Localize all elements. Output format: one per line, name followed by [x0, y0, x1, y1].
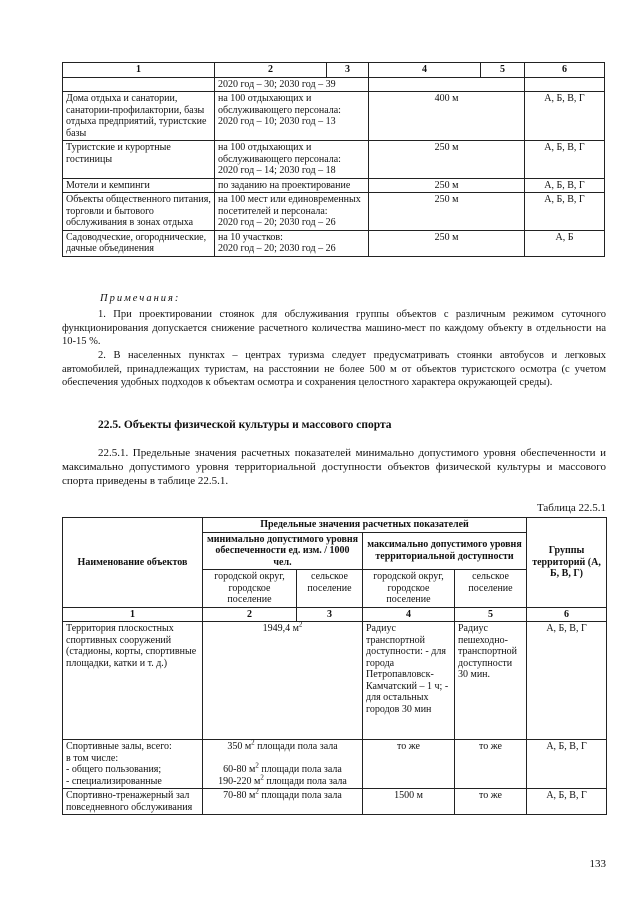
- unit-sup: 2: [255, 787, 259, 796]
- name-line: - специализированные: [66, 775, 162, 787]
- header-groups: Группы территорий (А, Б, В, Г): [527, 518, 607, 608]
- header-rural: сельское поселение: [455, 570, 527, 608]
- table-row: [63, 789, 607, 815]
- table-row: [63, 141, 605, 179]
- norm-line: 2020 год – 14; 2030 год – 18: [218, 165, 336, 176]
- col-number: 3: [297, 607, 363, 622]
- norm-cell: [215, 141, 369, 179]
- norm-line: 2020 год – 20; 2030 год – 26: [218, 217, 336, 228]
- urban-access-cell: 1500 м: [363, 789, 455, 815]
- distance-cell: 250 м: [369, 141, 525, 179]
- table-row: [63, 230, 605, 256]
- table-row: [63, 622, 607, 740]
- col-number: 2: [203, 607, 297, 622]
- norm-line: на 100 отдыхающих и обслуживающего персонала:: [218, 142, 341, 165]
- urban-access-cell: Радиус транспортной доступности: - для города Петропавловск-Камчатский – 1 ч; - для остальных городов 30 мин: [363, 622, 455, 740]
- header-limit: Предельные значения расчетных показателей: [203, 518, 527, 533]
- norm-cell: [215, 178, 369, 193]
- groups-cell: А, Б, В, Г: [527, 622, 607, 740]
- groups-cell: А, Б, В, Г: [525, 92, 605, 141]
- norm-line: 2020 год – 30; 2030 год – 39: [218, 78, 336, 90]
- column-number-row: [63, 607, 607, 622]
- unit-sup: 2: [260, 773, 264, 782]
- norm-cell: [215, 77, 369, 92]
- section-heading: 22.5. Объекты физической культуры и массового спорта: [98, 419, 392, 431]
- norm-line: 2020 год – 10; 2030 год – 13: [218, 116, 336, 127]
- min-general: 60-80 м: [223, 764, 256, 775]
- min-special-rest: площади пола зала: [263, 775, 347, 787]
- min-value: 1949,4 м: [262, 623, 299, 634]
- norm-line: на 10 участков:: [218, 231, 283, 243]
- note-1: 1. При проектировании стоянок для обслуживания группы объектов с различным режимом суточного функционирования допускается снижение расчетного количества машино-мест по каждому объекту в отдельности на 10-15 %.: [62, 309, 606, 348]
- table-row: [63, 77, 605, 92]
- object-name: Территория плоскостных спортивных сооружений (стадионы, корты, спортивные площадки, катки и т. д.): [63, 622, 203, 740]
- col-number: 1: [63, 63, 215, 78]
- groups-cell: А, Б, В, Г: [525, 141, 605, 179]
- header-rural: сельское поселение: [297, 570, 363, 608]
- rural-access-cell: то же: [455, 789, 527, 815]
- col-number: 6: [525, 63, 605, 78]
- min-value: 70-80 м: [223, 790, 256, 801]
- section-paragraph: 22.5.1. Предельные значения расчетных показателей минимально допустимого уровня обеспеченности и максимально допустимого уровня территориальной доступности объектов физической культуры и массового спорта приведены в таблице 22.5.1.: [62, 447, 606, 487]
- min-rest: площади пола зала: [258, 790, 342, 801]
- table-parking-continuation: [62, 62, 605, 257]
- col-number: 5: [455, 607, 527, 622]
- table-row: [63, 178, 605, 193]
- col-number: 1: [63, 607, 203, 622]
- norm-cell: [215, 193, 369, 231]
- distance-cell: 250 м: [369, 178, 525, 193]
- object-name: [63, 77, 215, 92]
- groups-cell: А, Б, В, Г: [525, 193, 605, 231]
- object-name: Садоводческие, огороднические, дачные объединения: [63, 230, 215, 256]
- distance-cell: [369, 77, 525, 92]
- header-row: [63, 518, 607, 533]
- table-row: [63, 92, 605, 141]
- note-2: 2. В населенных пунктах – центрах туризма следует предусматривать стоянки автобусов и легковых автомобилей, принадлежащих туристам, на расстоянии не более 500 м от объектов туристского осмотра (с учетом обеспечения удобных подходов к объектам осмотра и сохранения целостного характера окружающей среды).: [62, 350, 606, 389]
- rural-access-cell: Радиус пешеходно-транспортной доступности 30 мин.: [455, 622, 527, 740]
- object-name: Мотели и кемпинги: [63, 178, 215, 193]
- min-special: 190-220 м: [218, 775, 261, 787]
- column-number-row: [63, 63, 605, 78]
- header-name: Наименование объектов: [63, 518, 203, 608]
- object-name: Спортивно-тренажерный зал повседневного обслуживания: [63, 789, 203, 815]
- groups-cell: А, Б, В, Г: [527, 740, 607, 789]
- groups-cell: [525, 77, 605, 92]
- distance-cell: 250 м: [369, 193, 525, 231]
- norm-line: на 100 мест или единовременных посетителей и персонала:: [218, 194, 361, 217]
- object-name: Объекты общественного питания, торговли и бытового обслуживания в зонах отдыха: [63, 193, 215, 231]
- min-total: 350 м: [227, 741, 252, 752]
- table-row: [63, 740, 607, 789]
- norm-cell: [215, 92, 369, 141]
- norm-line: по заданию на проектирование: [218, 179, 351, 191]
- col-number: 3: [327, 63, 369, 78]
- rural-access-cell: то же: [455, 740, 527, 789]
- page-number: 133: [589, 858, 606, 870]
- distance-cell: 400 м: [369, 92, 525, 141]
- unit-sup: 2: [255, 761, 259, 770]
- min-cell: [203, 622, 363, 740]
- header-min: минимально допустимого уровня обеспеченности ед. изм. / 1000 чел.: [203, 532, 363, 570]
- col-number: 4: [369, 63, 481, 78]
- col-number: 6: [527, 607, 607, 622]
- urban-access-cell: то же: [363, 740, 455, 789]
- distance-cell: 250 м: [369, 230, 525, 256]
- notes-title: Примечания:: [100, 293, 181, 304]
- min-total-rest: площади пола зала: [254, 741, 338, 752]
- object-name: [63, 740, 203, 789]
- name-line: Спортивные залы, всего:: [66, 741, 172, 752]
- min-cell: [203, 789, 363, 815]
- norm-line: 2020 год – 20; 2030 год – 26: [218, 243, 336, 254]
- header-urban: городской округ, городское поселение: [363, 570, 455, 608]
- col-number: 2: [215, 63, 327, 78]
- header-max: максимально допустимого уровня территориальной доступности: [363, 532, 527, 570]
- table-caption: Таблица 22.5.1: [536, 502, 606, 514]
- groups-cell: А, Б, В, Г: [527, 789, 607, 815]
- table-row: [63, 193, 605, 231]
- header-urban: городской округ, городское поселение: [203, 570, 297, 608]
- object-name: Дома отдыха и санатории, санатории-профилактории, базы отдыха предприятий, туристские базы: [63, 92, 215, 141]
- unit-sup: 2: [251, 738, 255, 747]
- groups-cell: А, Б: [525, 230, 605, 256]
- table-sports-facilities: [62, 517, 607, 815]
- col-number: 4: [363, 607, 455, 622]
- min-general-rest: площади пола зала: [258, 764, 342, 775]
- col-number: 5: [481, 63, 525, 78]
- groups-cell: А, Б, В, Г: [525, 178, 605, 193]
- name-line: в том числе:: [66, 752, 119, 764]
- norm-line: на 100 отдыхающих и обслуживающего персонала:: [218, 93, 341, 116]
- name-line: - общего пользования;: [66, 764, 162, 775]
- norm-cell: [215, 230, 369, 256]
- min-cell: [203, 740, 363, 789]
- object-name: Туристские и курортные гостиницы: [63, 141, 215, 179]
- unit-sup: 2: [298, 620, 303, 629]
